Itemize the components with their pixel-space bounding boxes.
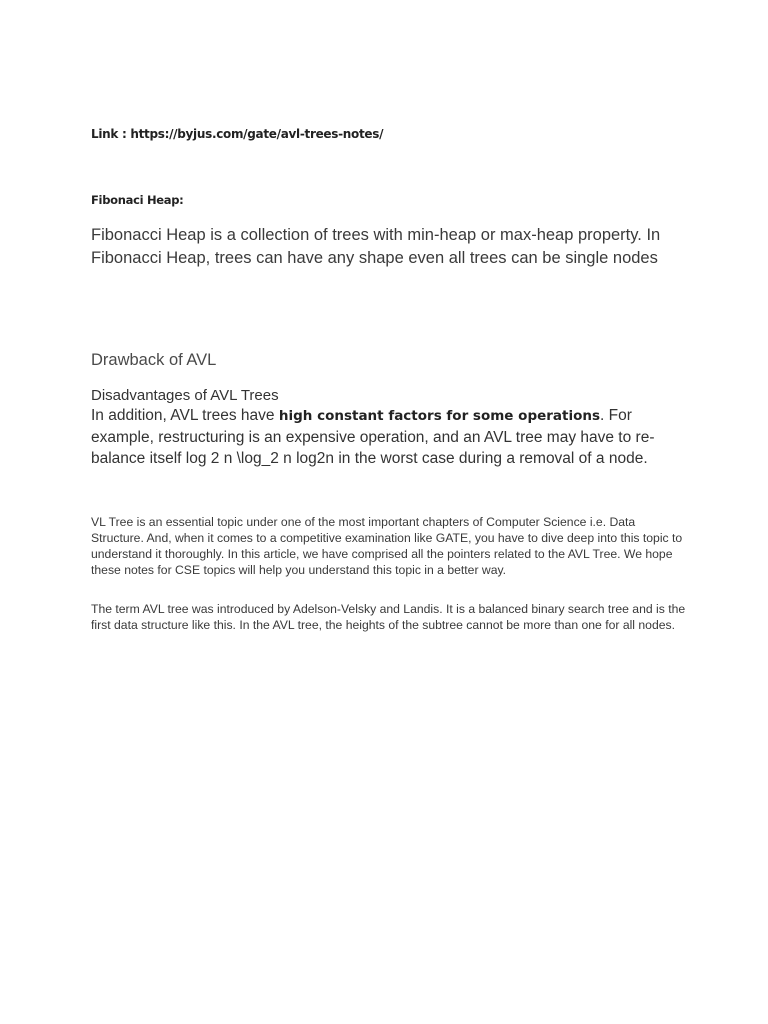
fibonacci-heading: Fibonaci Heap: xyxy=(91,193,184,207)
disadvantages-text-end: . For example, restructuring is an expensive operation, and an AVL tree may have to re-balance itself log 2 n \log_2 n log2n in the worst case during a removal of a node. xyxy=(91,407,655,467)
disadvantages-heading: Disadvantages of AVL Trees xyxy=(91,387,279,404)
disadvantages-bold-text: high constant factors for some operations xyxy=(278,408,601,424)
drawback-heading: Drawback of AVL xyxy=(91,351,217,369)
avl-notes-paragraph-2: The term AVL tree was introduced by Adelson-Velsky and Landis. It is a balanced binary search tree and is the first data structure like this. In the AVL tree, the heights of the subtree cannot be more than one for all nodes. xyxy=(91,602,686,632)
disadvantages-paragraph xyxy=(91,405,691,469)
disadvantages-text-start: In addition, AVL trees have xyxy=(91,407,279,424)
avl-notes-paragraph-1: VL Tree is an essential topic under one of the most important chapters of Computer Science i.e. Data Structure. And, when it comes to a competitive examination like GATE, you have to dive deep into this topic to understand it thoroughly. In this article, we have comprised all the pointers related to the AVL Tree. We hope these notes for CSE topics will help you understand this topic in a better way. xyxy=(91,515,683,577)
reference-link[interactable]: Link : https://byjus.com/gate/avl-trees-notes/ xyxy=(91,127,384,141)
fibonacci-paragraph: Fibonacci Heap is a collection of trees with min-heap or max-heap property. In Fibonacci Heap, trees can have any shape even all trees can be single nodes xyxy=(91,226,661,267)
